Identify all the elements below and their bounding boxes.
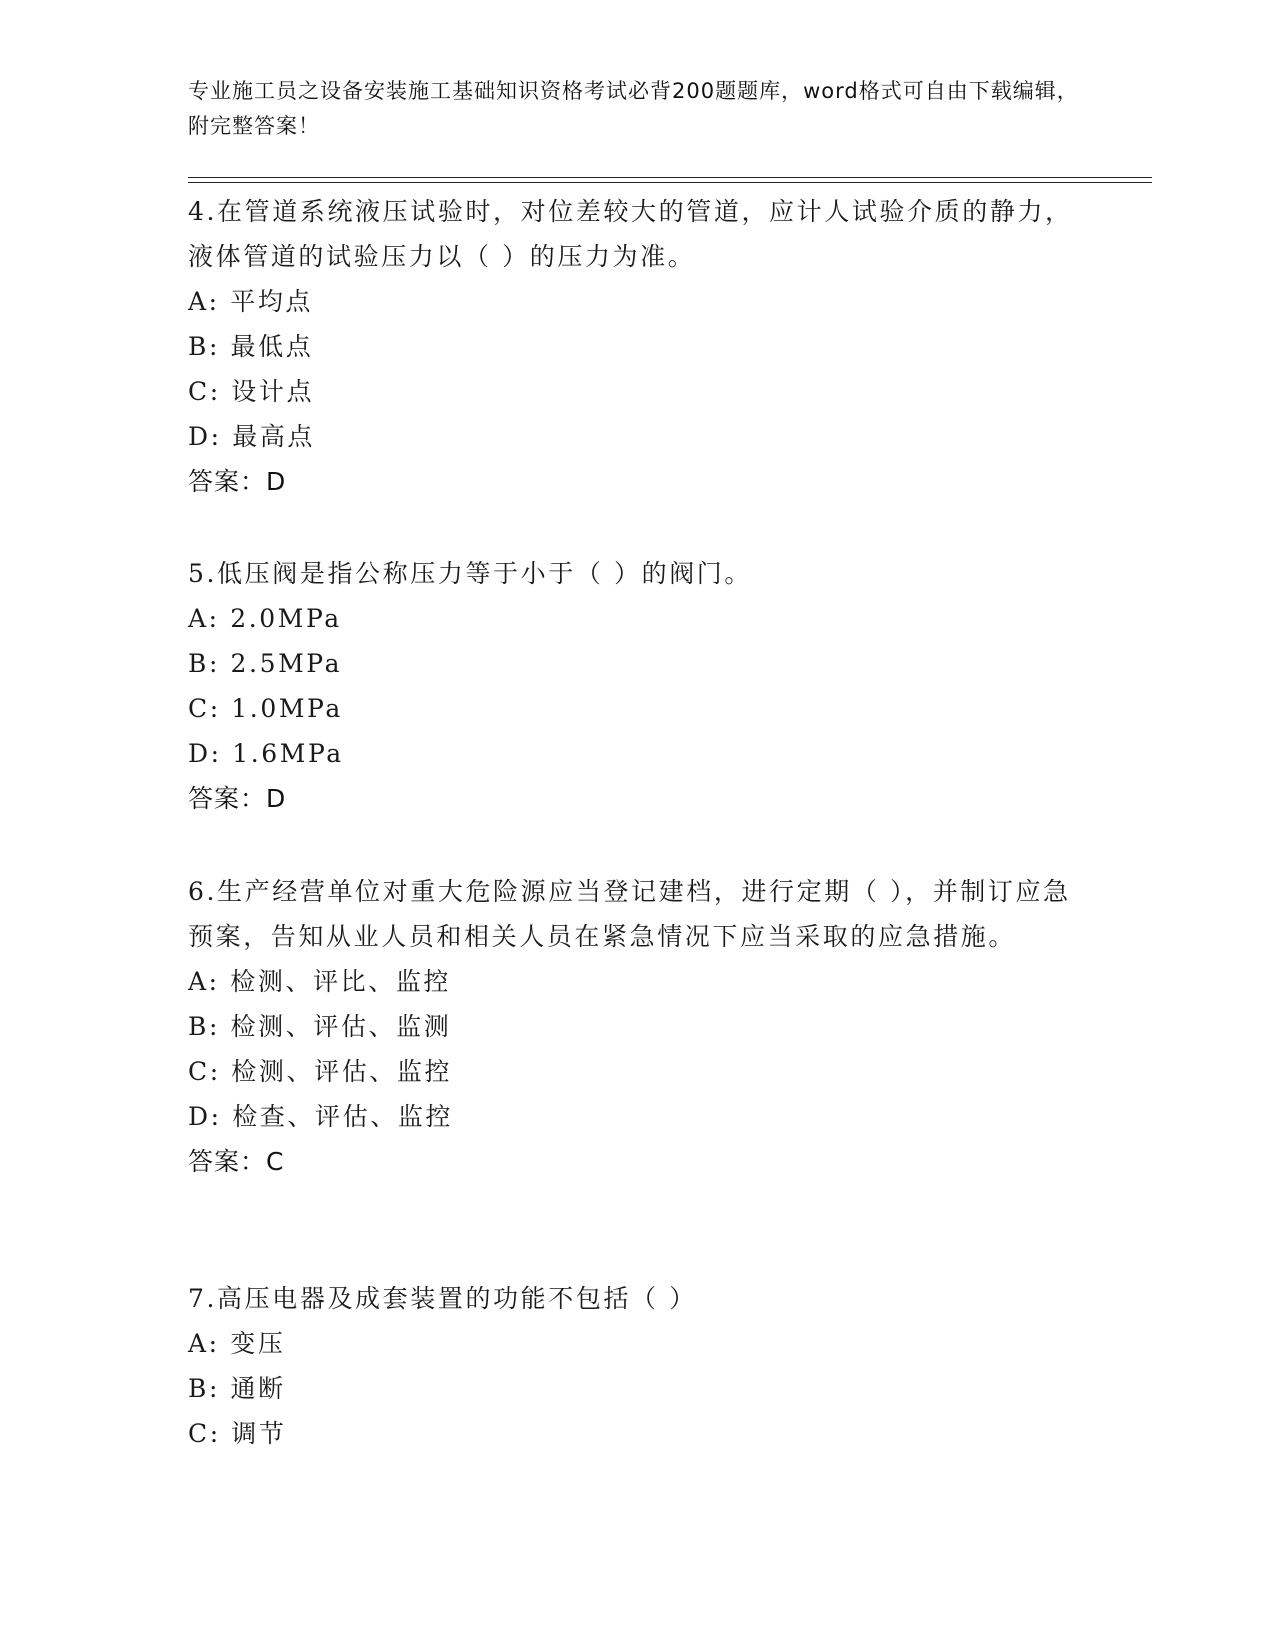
option-b: B: 通断	[188, 1374, 286, 1403]
option-b: B: 检测、评估、监测	[188, 1012, 452, 1041]
question-stem: 6.生产经营单位对重大危险源应当登记建档，进行定期（ ），并制订应急预案，告知从业人员和相关人员在紧急情况下应当采取的应急措施。	[188, 877, 1071, 951]
option-a: A: 检测、评比、监控	[188, 967, 452, 996]
option-c: C: 1.0MPa	[188, 694, 343, 723]
option-b: B: 2.5MPa	[188, 649, 343, 678]
option-a: A: 变压	[188, 1329, 286, 1358]
answer: 答案：C	[188, 1147, 285, 1176]
document-header: 专业施工员之设备安装施工基础知识资格考试必背200题题库，word格式可自由下载编辑，附完整答案！	[188, 79, 1079, 138]
option-d: D: 1.6MPa	[188, 739, 344, 768]
option-a: A: 2.0MPa	[188, 604, 342, 633]
option-c: C: 检测、评估、监控	[188, 1057, 453, 1086]
header-divider-bottom	[188, 182, 1152, 183]
answer: 答案：D	[188, 784, 287, 813]
question-stem: 7.高压电器及成套装置的功能不包括（ ）	[188, 1284, 697, 1313]
option-a: A: 平均点	[188, 287, 314, 316]
question-stem: 5.低压阀是指公称压力等于小于（ ）的阀门。	[188, 559, 753, 588]
question-4	[188, 189, 1078, 504]
answer: 答案：D	[188, 467, 287, 496]
question-7	[188, 1276, 1078, 1456]
question-6	[188, 869, 1078, 1184]
question-5	[188, 551, 1078, 821]
option-c: C: 调节	[188, 1419, 287, 1448]
option-d: D: 检查、评估、监控	[188, 1102, 454, 1131]
option-d: D: 最高点	[188, 422, 316, 451]
option-b: B: 最低点	[188, 332, 314, 361]
option-c: C: 设计点	[188, 377, 315, 406]
header-divider-top	[188, 177, 1152, 178]
question-stem: 4.在管道系统液压试验时，对位差较大的管道，应计人试验介质的静力，液体管道的试验压力以（ ）的压力为准。	[188, 197, 1073, 271]
